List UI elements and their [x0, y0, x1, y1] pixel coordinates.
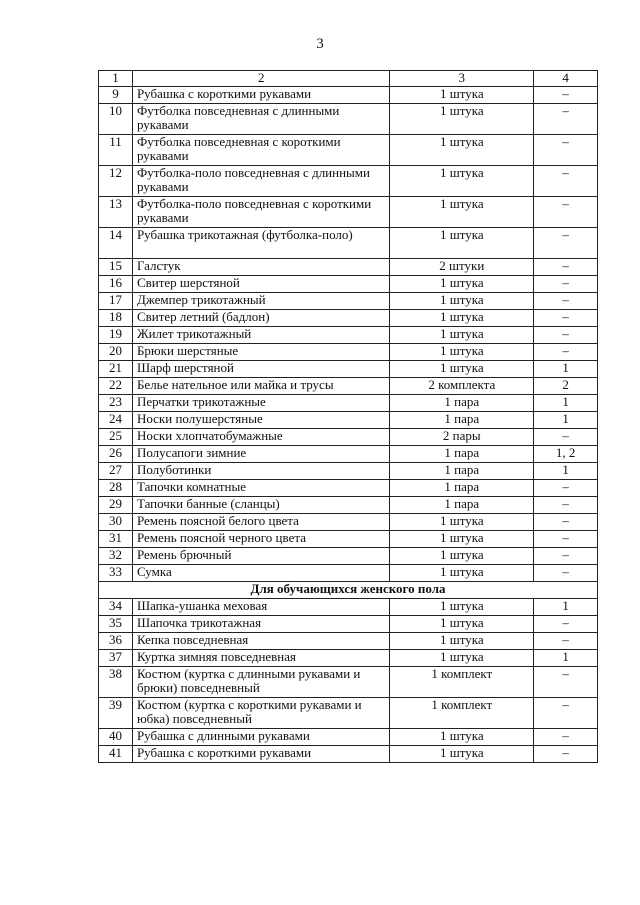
row-number-cell: 18 — [99, 310, 133, 327]
row-number-cell: 30 — [99, 514, 133, 531]
item-name-cell: Рубашка трикотажная (футболка-поло) — [132, 228, 389, 259]
table-row — [99, 228, 598, 259]
table-row — [99, 531, 598, 548]
table-row — [99, 463, 598, 480]
table-row — [99, 497, 598, 514]
table-row — [99, 395, 598, 412]
item-note-cell: – — [534, 293, 598, 310]
item-quantity-cell: 2 комплекта — [390, 378, 534, 395]
item-note-cell: – — [534, 429, 598, 446]
header-cell-number: 1 — [99, 71, 133, 87]
row-number-cell: 27 — [99, 463, 133, 480]
clothing-table — [98, 70, 598, 763]
table-row — [99, 361, 598, 378]
item-quantity-cell: 2 пары — [390, 429, 534, 446]
table-row — [99, 480, 598, 497]
row-number-cell: 10 — [99, 104, 133, 135]
item-quantity-cell: 1 штука — [390, 276, 534, 293]
item-name-cell: Свитер шерстяной — [132, 276, 389, 293]
table-row — [99, 135, 598, 166]
item-quantity-cell: 1 штука — [390, 228, 534, 259]
row-number-cell: 23 — [99, 395, 133, 412]
item-note-cell: – — [534, 531, 598, 548]
row-number-cell: 16 — [99, 276, 133, 293]
row-number-cell: 31 — [99, 531, 133, 548]
section-row — [99, 582, 598, 599]
item-name-cell: Костюм (куртка с длинными рукавами и брюки) повседневный — [132, 667, 389, 698]
item-note-cell: – — [534, 87, 598, 104]
table-row — [99, 446, 598, 463]
row-number-cell: 20 — [99, 344, 133, 361]
item-note-cell: – — [534, 514, 598, 531]
row-number-cell: 41 — [99, 746, 133, 763]
item-name-cell: Полусапоги зимние — [132, 446, 389, 463]
item-note-cell: – — [534, 667, 598, 698]
item-name-cell: Полуботинки — [132, 463, 389, 480]
item-quantity-cell: 1 пара — [390, 463, 534, 480]
item-quantity-cell: 1 пара — [390, 446, 534, 463]
item-name-cell: Футболка-поло повседневная с длинными рукавами — [132, 166, 389, 197]
item-note-cell: – — [534, 497, 598, 514]
item-note-cell: – — [534, 259, 598, 276]
page-number: 3 — [316, 36, 324, 52]
row-number-cell: 12 — [99, 166, 133, 197]
item-quantity-cell: 1 штука — [390, 104, 534, 135]
item-name-cell: Носки хлопчатобумажные — [132, 429, 389, 446]
item-quantity-cell: 2 штуки — [390, 259, 534, 276]
row-number-cell: 9 — [99, 87, 133, 104]
row-number-cell: 15 — [99, 259, 133, 276]
row-number-cell: 14 — [99, 228, 133, 259]
item-note-cell: 1, 2 — [534, 446, 598, 463]
row-number-cell: 19 — [99, 327, 133, 344]
row-number-cell: 17 — [99, 293, 133, 310]
item-name-cell: Свитер летний (бадлон) — [132, 310, 389, 327]
table-row — [99, 104, 598, 135]
header-cell-note: 4 — [534, 71, 598, 87]
item-quantity-cell: 1 штука — [390, 599, 534, 616]
item-note-cell: – — [534, 729, 598, 746]
row-number-cell: 38 — [99, 667, 133, 698]
item-name-cell: Ремень поясной белого цвета — [132, 514, 389, 531]
item-note-cell: – — [534, 327, 598, 344]
item-quantity-cell: 1 штука — [390, 87, 534, 104]
item-quantity-cell: 1 штука — [390, 565, 534, 582]
table-row — [99, 599, 598, 616]
row-number-cell: 32 — [99, 548, 133, 565]
item-note-cell: 1 — [534, 463, 598, 480]
item-name-cell: Тапочки банные (сланцы) — [132, 497, 389, 514]
table-row — [99, 412, 598, 429]
item-name-cell: Шарф шерстяной — [132, 361, 389, 378]
row-number-cell: 39 — [99, 698, 133, 729]
item-name-cell: Кепка повседневная — [132, 633, 389, 650]
item-name-cell: Куртка зимняя повседневная — [132, 650, 389, 667]
item-note-cell: 1 — [534, 361, 598, 378]
item-name-cell: Перчатки трикотажные — [132, 395, 389, 412]
table-row — [99, 650, 598, 667]
table-row — [99, 293, 598, 310]
item-quantity-cell: 1 комплект — [390, 698, 534, 729]
item-quantity-cell: 1 комплект — [390, 667, 534, 698]
item-quantity-cell: 1 пара — [390, 395, 534, 412]
item-quantity-cell: 1 штука — [390, 633, 534, 650]
item-note-cell: – — [534, 135, 598, 166]
item-note-cell: – — [534, 197, 598, 228]
item-note-cell: – — [534, 548, 598, 565]
item-note-cell: – — [534, 698, 598, 729]
item-note-cell: 1 — [534, 412, 598, 429]
item-note-cell: – — [534, 480, 598, 497]
item-name-cell: Белье нательное или майка и трусы — [132, 378, 389, 395]
table-row — [99, 429, 598, 446]
row-number-cell: 33 — [99, 565, 133, 582]
item-note-cell: – — [534, 104, 598, 135]
table-row — [99, 616, 598, 633]
item-quantity-cell: 1 штука — [390, 746, 534, 763]
item-quantity-cell: 1 штука — [390, 166, 534, 197]
table-row — [99, 327, 598, 344]
item-name-cell: Футболка повседневная с короткими рукавами — [132, 135, 389, 166]
item-quantity-cell: 1 штука — [390, 650, 534, 667]
item-name-cell: Джемпер трикотажный — [132, 293, 389, 310]
item-note-cell: – — [534, 344, 598, 361]
row-number-cell: 22 — [99, 378, 133, 395]
item-quantity-cell: 1 штука — [390, 361, 534, 378]
item-quantity-cell: 1 штука — [390, 616, 534, 633]
table-row — [99, 310, 598, 327]
table-row — [99, 548, 598, 565]
row-number-cell: 28 — [99, 480, 133, 497]
item-name-cell: Галстук — [132, 259, 389, 276]
item-note-cell: – — [534, 565, 598, 582]
table-row — [99, 344, 598, 361]
row-number-cell: 24 — [99, 412, 133, 429]
table-row — [99, 259, 598, 276]
item-quantity-cell: 1 пара — [390, 480, 534, 497]
item-note-cell: 2 — [534, 378, 598, 395]
item-name-cell: Рубашка с короткими рукавами — [132, 87, 389, 104]
table-row — [99, 514, 598, 531]
item-note-cell: 1 — [534, 650, 598, 667]
item-quantity-cell: 1 штука — [390, 197, 534, 228]
section-title: Для обучающихся женского пола — [99, 582, 598, 599]
item-name-cell: Брюки шерстяные — [132, 344, 389, 361]
table-row — [99, 698, 598, 729]
item-note-cell: – — [534, 746, 598, 763]
item-quantity-cell: 1 штука — [390, 135, 534, 166]
table-row — [99, 276, 598, 293]
item-note-cell: – — [534, 616, 598, 633]
row-number-cell: 13 — [99, 197, 133, 228]
table-row — [99, 378, 598, 395]
row-number-cell: 29 — [99, 497, 133, 514]
item-name-cell: Ремень брючный — [132, 548, 389, 565]
item-note-cell: – — [534, 276, 598, 293]
item-note-cell: – — [534, 228, 598, 259]
table-row — [99, 746, 598, 763]
item-quantity-cell: 1 штука — [390, 327, 534, 344]
item-name-cell: Шапка-ушанка меховая — [132, 599, 389, 616]
table-row — [99, 166, 598, 197]
row-number-cell: 25 — [99, 429, 133, 446]
item-name-cell: Шапочка трикотажная — [132, 616, 389, 633]
header-cell-name: 2 — [132, 71, 389, 87]
item-quantity-cell: 1 штука — [390, 531, 534, 548]
table-row — [99, 197, 598, 228]
table-row — [99, 667, 598, 698]
item-name-cell: Рубашка с длинными рукавами — [132, 729, 389, 746]
item-quantity-cell: 1 пара — [390, 497, 534, 514]
item-name-cell: Сумка — [132, 565, 389, 582]
item-note-cell: 1 — [534, 599, 598, 616]
item-name-cell: Тапочки комнатные — [132, 480, 389, 497]
row-number-cell: 36 — [99, 633, 133, 650]
item-quantity-cell: 1 штука — [390, 729, 534, 746]
item-name-cell: Футболка повседневная с длинными рукавами — [132, 104, 389, 135]
item-note-cell: – — [534, 310, 598, 327]
item-name-cell: Жилет трикотажный — [132, 327, 389, 344]
row-number-cell: 11 — [99, 135, 133, 166]
item-note-cell: – — [534, 633, 598, 650]
table-header-row — [99, 71, 598, 87]
item-name-cell: Футболка-поло повседневная с короткими рукавами — [132, 197, 389, 228]
item-name-cell: Костюм (куртка с короткими рукавами и юбка) повседневный — [132, 698, 389, 729]
item-name-cell: Ремень поясной черного цвета — [132, 531, 389, 548]
item-quantity-cell: 1 штука — [390, 310, 534, 327]
table-row — [99, 87, 598, 104]
header-cell-quantity: 3 — [390, 71, 534, 87]
row-number-cell: 40 — [99, 729, 133, 746]
item-name-cell: Рубашка с короткими рукавами — [132, 746, 389, 763]
row-number-cell: 21 — [99, 361, 133, 378]
item-quantity-cell: 1 штука — [390, 293, 534, 310]
row-number-cell: 34 — [99, 599, 133, 616]
item-quantity-cell: 1 штука — [390, 344, 534, 361]
item-quantity-cell: 1 штука — [390, 548, 534, 565]
item-name-cell: Носки полушерстяные — [132, 412, 389, 429]
row-number-cell: 37 — [99, 650, 133, 667]
row-number-cell: 26 — [99, 446, 133, 463]
table-row — [99, 729, 598, 746]
table-row — [99, 565, 598, 582]
item-quantity-cell: 1 штука — [390, 514, 534, 531]
item-quantity-cell: 1 пара — [390, 412, 534, 429]
item-note-cell: 1 — [534, 395, 598, 412]
table-row — [99, 633, 598, 650]
row-number-cell: 35 — [99, 616, 133, 633]
item-note-cell: – — [534, 166, 598, 197]
